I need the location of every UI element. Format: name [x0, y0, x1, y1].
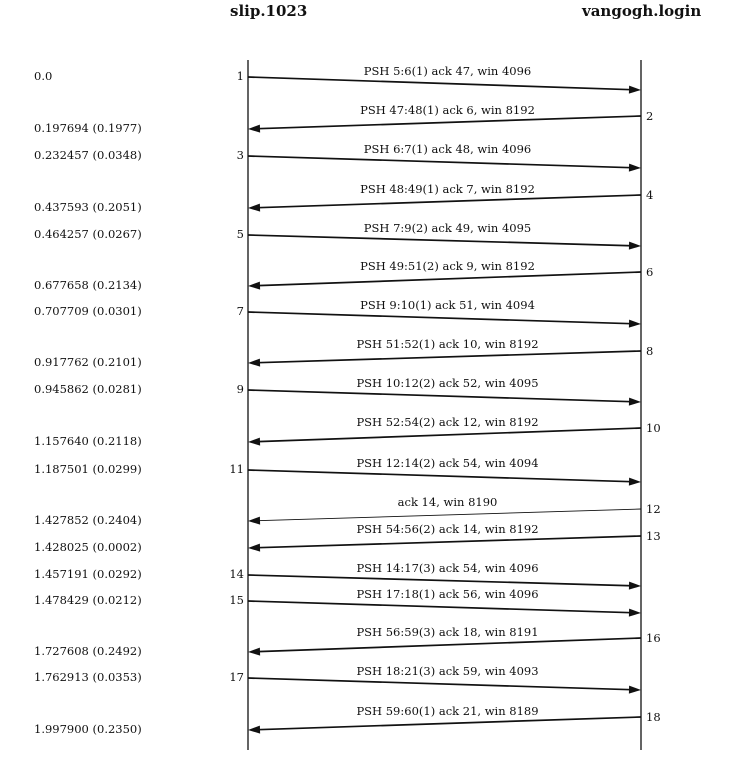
segment-arrow-9 — [248, 390, 631, 402]
arrowhead-17 — [629, 686, 641, 694]
timestamp-7: 0.707709 (0.0301) — [34, 304, 142, 318]
timestamp-3: 0.232457 (0.0348) — [34, 148, 142, 162]
timestamp-13: 1.428025 (0.0002) — [34, 540, 142, 554]
segment-arrow-13 — [258, 536, 641, 548]
segment-number-4: 4 — [646, 188, 654, 202]
segment-arrow-16 — [258, 638, 641, 652]
arrowhead-16 — [248, 648, 260, 656]
right-host-label: vangogh.login — [582, 2, 702, 20]
timestamp-16: 1.727608 (0.2492) — [34, 644, 142, 658]
segment-label-5: PSH 7:9(2) ack 49, win 4095 — [363, 220, 532, 235]
arrowhead-10 — [248, 438, 260, 446]
segment-arrow-10 — [258, 428, 641, 442]
arrowhead-13 — [248, 544, 260, 552]
segment-arrow-1 — [248, 77, 631, 90]
segment-arrow-2 — [258, 116, 641, 129]
timestamp-1: 0.0 — [34, 69, 53, 83]
timestamp-2: 0.197694 (0.1977) — [34, 121, 142, 135]
arrowhead-2 — [248, 125, 260, 133]
segment-arrow-7 — [248, 312, 631, 324]
segment-arrow-15 — [248, 601, 631, 613]
segment-number-18: 18 — [646, 710, 661, 724]
segment-number-1: 1 — [236, 69, 244, 83]
segment-arrow-6 — [258, 272, 641, 286]
segment-arrow-3 — [248, 156, 631, 168]
segment-arrow-4 — [258, 195, 641, 208]
segment-number-6: 6 — [646, 265, 654, 279]
segment-label-4: PSH 48:49(1) ack 7, win 8192 — [360, 181, 535, 196]
arrowhead-4 — [248, 204, 260, 212]
arrowhead-14 — [629, 582, 641, 590]
timestamp-5: 0.464257 (0.0267) — [34, 227, 142, 241]
arrowhead-15 — [629, 609, 641, 617]
timestamp-10: 1.157640 (0.2118) — [34, 434, 142, 448]
segment-label-16: PSH 56:59(3) ack 18, win 8191 — [356, 625, 539, 639]
segment-number-15: 15 — [229, 593, 244, 607]
arrowhead-3 — [629, 164, 641, 172]
segment-number-13: 13 — [646, 529, 661, 543]
segment-number-7: 7 — [236, 304, 244, 318]
segment-number-10: 10 — [646, 421, 661, 435]
timestamp-8: 0.917762 (0.2101) — [34, 355, 142, 369]
segment-label-15: PSH 17:18(1) ack 56, win 4096 — [356, 587, 539, 601]
segment-label-8: PSH 51:52(1) ack 10, win 8192 — [356, 337, 539, 351]
segment-label-18: PSH 59:60(1) ack 21, win 8189 — [356, 703, 539, 718]
timestamp-4: 0.437593 (0.2051) — [34, 200, 142, 214]
segment-arrow-17 — [248, 678, 631, 690]
segment-arrow-14 — [248, 575, 631, 586]
left-host-label: slip.1023 — [230, 2, 308, 20]
segment-number-14: 14 — [229, 567, 244, 581]
segment-label-6: PSH 49:51(2) ack 9, win 8192 — [360, 259, 535, 273]
segment-number-11: 11 — [229, 462, 244, 476]
arrowhead-6 — [248, 282, 260, 290]
timestamp-14: 1.457191 (0.0292) — [34, 567, 142, 581]
segment-arrow-11 — [248, 470, 631, 482]
timestamp-6: 0.677658 (0.2134) — [34, 278, 142, 292]
segment-number-8: 8 — [646, 344, 654, 358]
segment-number-5: 5 — [236, 227, 244, 241]
segment-label-12: ack 14, win 8190 — [397, 495, 498, 509]
segment-number-17: 17 — [229, 670, 244, 684]
segment-number-2: 2 — [646, 109, 654, 123]
segment-label-2: PSH 47:48(1) ack 6, win 8192 — [360, 102, 535, 117]
timestamp-15: 1.478429 (0.0212) — [34, 593, 142, 607]
segment-label-1: PSH 5:6(1) ack 47, win 4096 — [363, 63, 532, 78]
segment-label-9: PSH 10:12(2) ack 52, win 4095 — [356, 376, 539, 390]
segment-number-9: 9 — [236, 382, 244, 396]
segment-label-17: PSH 18:21(3) ack 59, win 4093 — [356, 664, 539, 678]
segment-arrow-5 — [248, 235, 631, 246]
arrowhead-8 — [248, 359, 260, 367]
segment-arrow-18 — [258, 717, 641, 730]
arrowhead-7 — [629, 320, 641, 328]
segment-label-10: PSH 52:54(2) ack 12, win 8192 — [356, 415, 539, 429]
segment-label-13: PSH 54:56(2) ack 14, win 8192 — [356, 522, 539, 536]
segment-arrow-8 — [258, 351, 641, 363]
timestamp-11: 1.187501 (0.0299) — [34, 462, 142, 476]
arrowhead-18 — [248, 726, 260, 734]
segment-number-16: 16 — [646, 631, 661, 645]
arrowhead-9 — [629, 398, 641, 406]
arrowhead-1 — [629, 86, 641, 94]
segment-label-7: PSH 9:10(1) ack 51, win 4094 — [360, 298, 535, 312]
segment-number-12: 12 — [646, 502, 661, 516]
segment-label-14: PSH 14:17(3) ack 54, win 4096 — [356, 560, 539, 575]
timestamp-12: 1.427852 (0.2404) — [34, 513, 142, 527]
arrowhead-12 — [248, 517, 260, 525]
arrowhead-11 — [629, 478, 641, 486]
timestamp-18: 1.997900 (0.2350) — [34, 722, 142, 736]
arrowhead-5 — [629, 242, 641, 250]
segment-number-3: 3 — [236, 148, 244, 162]
timestamp-17: 1.762913 (0.0353) — [34, 670, 142, 684]
segment-label-3: PSH 6:7(1) ack 48, win 4096 — [363, 142, 532, 156]
segment-label-11: PSH 12:14(2) ack 54, win 4094 — [356, 456, 539, 470]
timestamp-9: 0.945862 (0.0281) — [34, 382, 142, 396]
segment-arrow-12 — [258, 509, 641, 521]
